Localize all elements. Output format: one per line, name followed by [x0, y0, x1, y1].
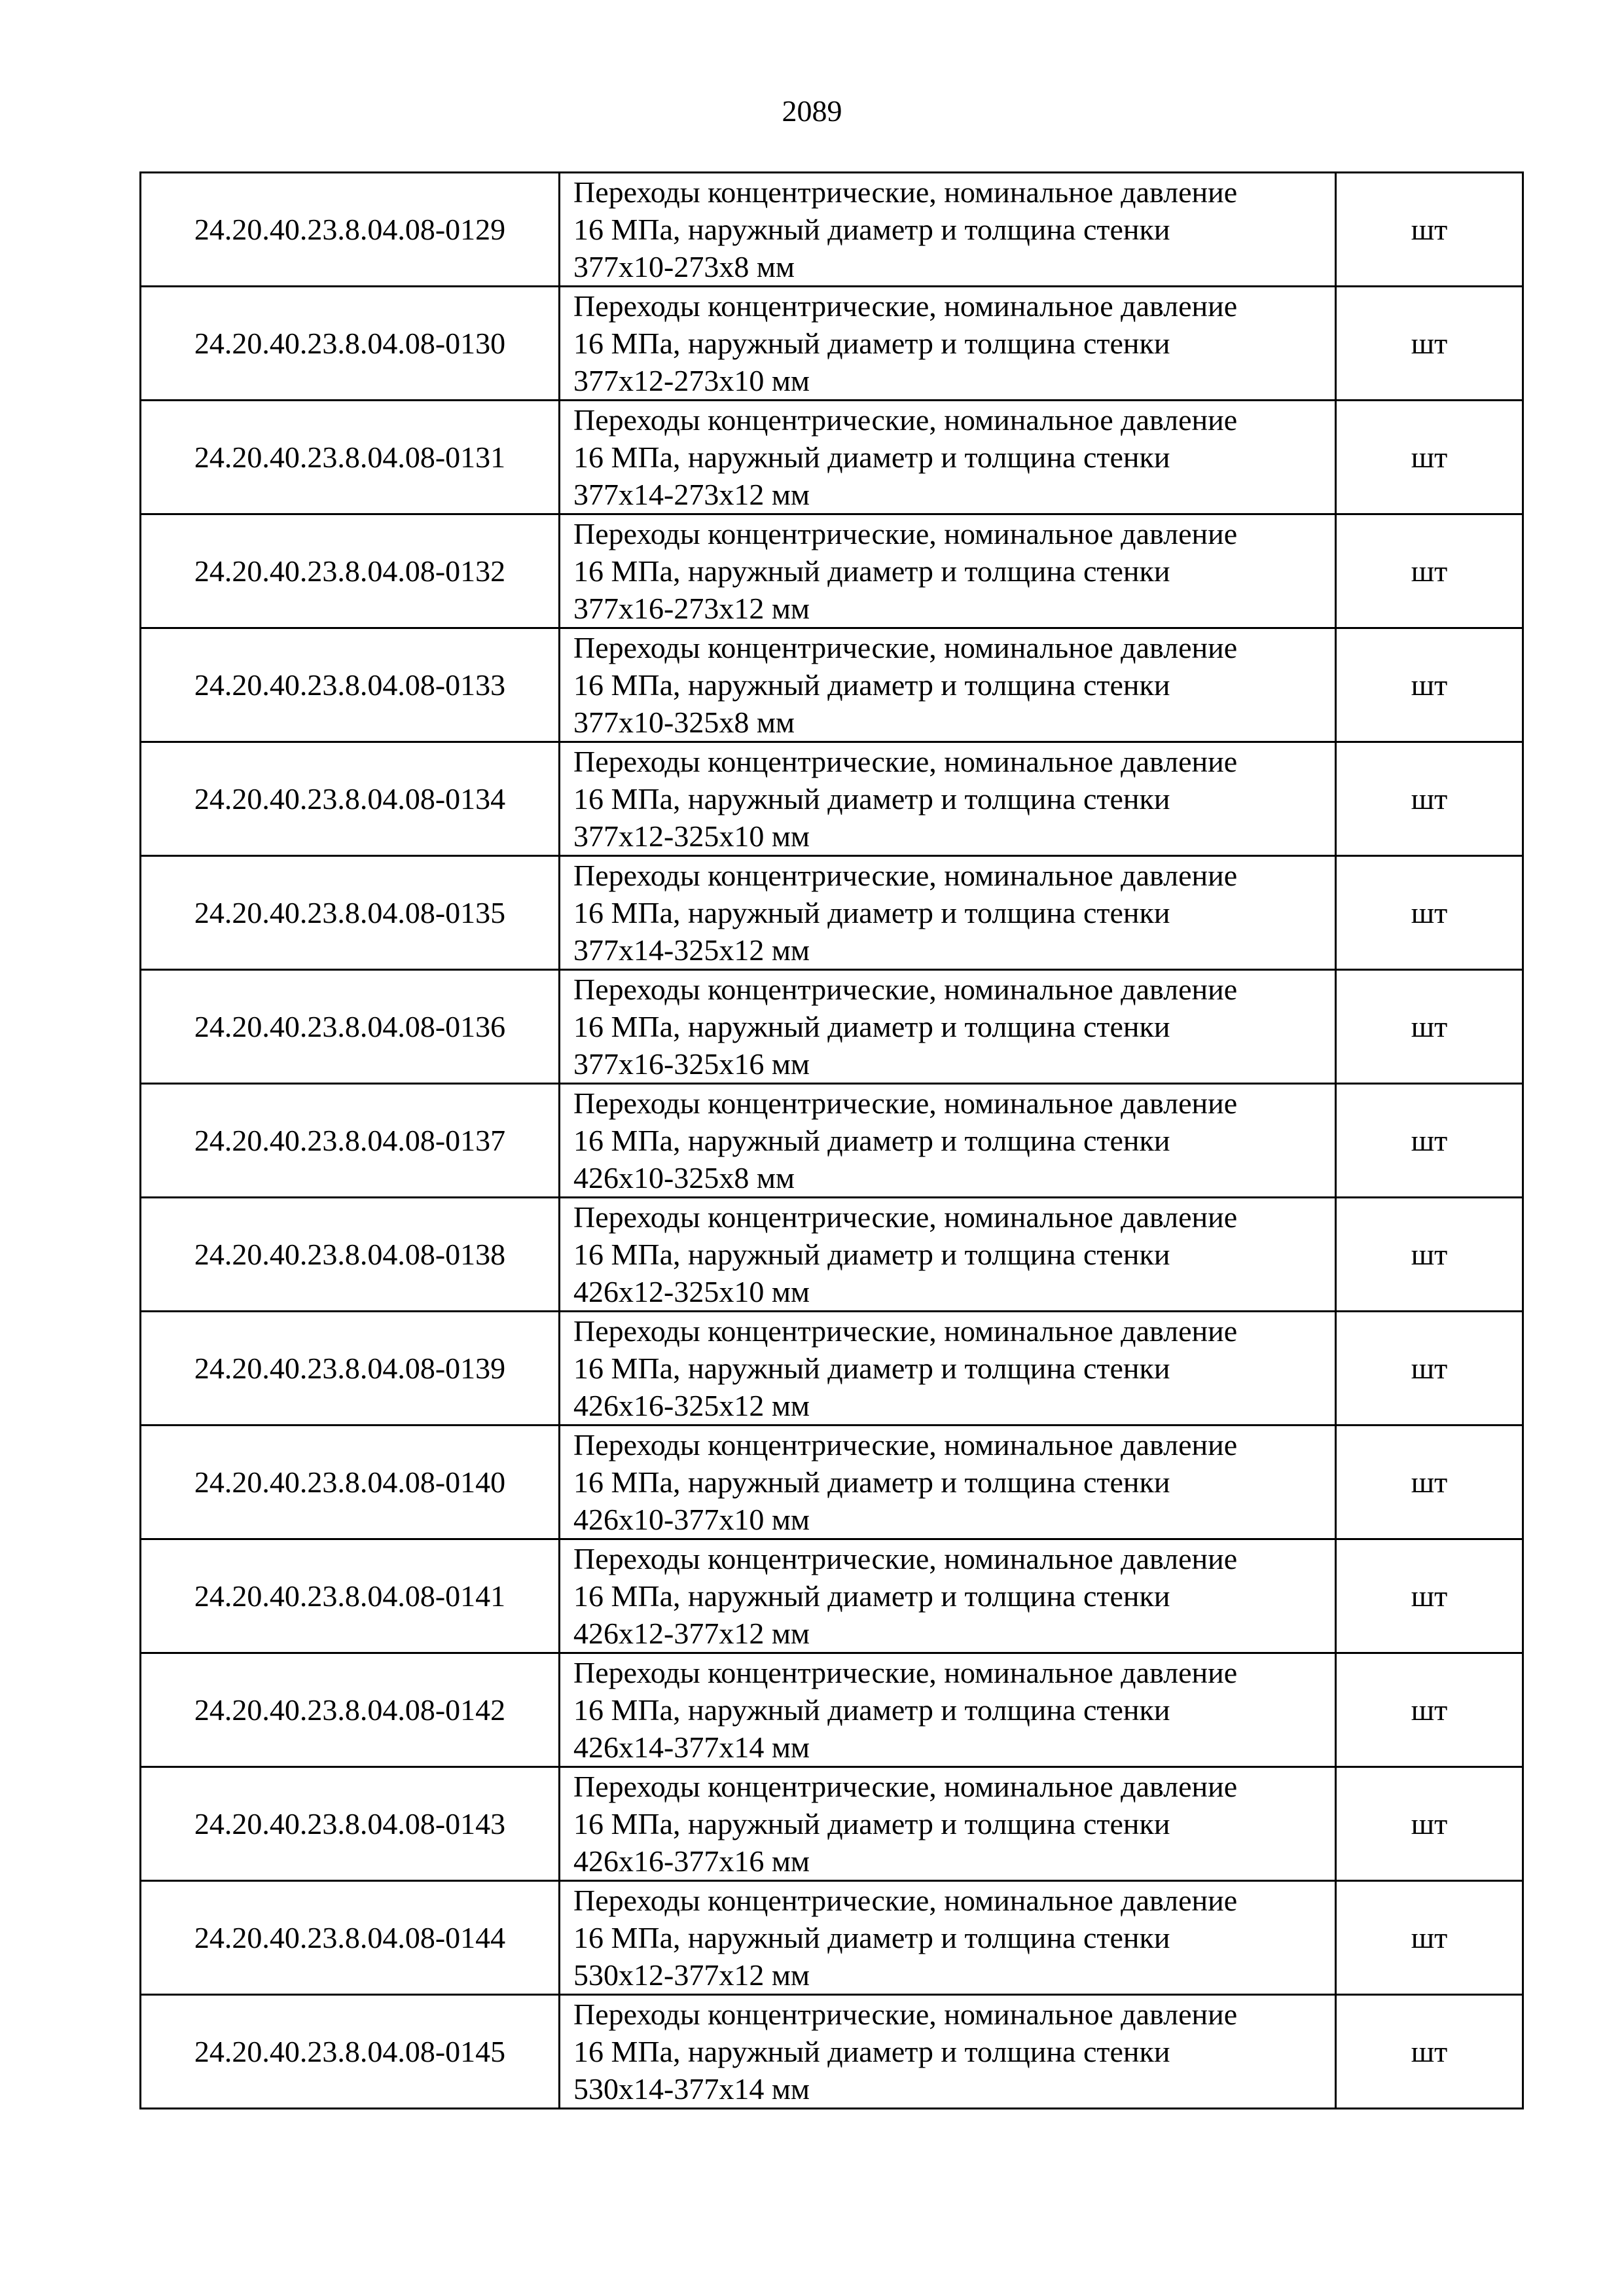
table-row: [141, 1881, 1523, 1995]
table-row: [141, 1084, 1523, 1198]
description-cell: [560, 173, 1336, 287]
description-line: 16 МПа, наружный диаметр и толщина стенки: [573, 668, 1170, 702]
resource-table: [139, 171, 1524, 2109]
description-line: 16 МПа, наружный диаметр и толщина стенки: [573, 896, 1170, 929]
resource-code-cell: 24.20.40.23.8.04.08-0133: [141, 628, 560, 742]
resource-code-cell: 24.20.40.23.8.04.08-0145: [141, 1995, 560, 2109]
description-line: Переходы концентрические, номинальное давление: [573, 1542, 1238, 1575]
unit-cell: шт: [1336, 856, 1523, 970]
description-line: Переходы концентрические, номинальное давление: [573, 517, 1238, 550]
table-row: [141, 1312, 1523, 1426]
table-row: [141, 1995, 1523, 2109]
table-row: [141, 970, 1523, 1084]
description-line: 377х14-325х12 мм: [573, 933, 810, 967]
unit-cell: шт: [1336, 401, 1523, 514]
unit-cell: шт: [1336, 1653, 1523, 1767]
page-number: 2089: [782, 94, 842, 128]
description-line: 16 МПа, наружный диаметр и толщина стенки: [573, 2035, 1170, 2068]
description-line: 16 МПа, наружный диаметр и толщина стенки: [573, 1010, 1170, 1043]
description-line: Переходы концентрические, номинальное давление: [573, 1086, 1238, 1120]
table-row: [141, 1767, 1523, 1881]
description-line: 16 МПа, наружный диаметр и толщина стенки: [573, 1352, 1170, 1385]
resource-code-cell: 24.20.40.23.8.04.08-0130: [141, 287, 560, 401]
table-row: [141, 173, 1523, 287]
table-row: [141, 1198, 1523, 1312]
description-line: 530х12-377х12 мм: [573, 1958, 810, 1992]
table-row: [141, 1653, 1523, 1767]
resource-code-cell: 24.20.40.23.8.04.08-0138: [141, 1198, 560, 1312]
description-line: 426х14-377х14 мм: [573, 1731, 810, 1764]
description-line: 377х12-273х10 мм: [573, 364, 810, 397]
description-line: 16 МПа, наружный диаметр и толщина стенки: [573, 1693, 1170, 1727]
description-cell: [560, 1084, 1336, 1198]
unit-cell: шт: [1336, 173, 1523, 287]
description-line: 16 МПа, наружный диаметр и толщина стенки: [573, 1238, 1170, 1271]
description-line: 16 МПа, наружный диаметр и толщина стенки: [573, 1807, 1170, 1840]
description-line: 530х14-377х14 мм: [573, 2072, 810, 2106]
description-line: 16 МПа, наружный диаметр и толщина стенки: [573, 782, 1170, 816]
description-line: 426х10-377х10 мм: [573, 1503, 810, 1536]
description-line: 377х10-273х8 мм: [573, 250, 795, 283]
description-line: Переходы концентрические, номинальное давление: [573, 1314, 1238, 1348]
table-row: [141, 628, 1523, 742]
description-cell: [560, 1995, 1336, 2109]
description-cell: [560, 1312, 1336, 1426]
description-line: 16 МПа, наружный диаметр и толщина стенки: [573, 440, 1170, 474]
description-line: 16 МПа, наружный диаметр и толщина стенки: [573, 1124, 1170, 1157]
unit-cell: шт: [1336, 628, 1523, 742]
description-line: 16 МПа, наружный диаметр и толщина стенки: [573, 554, 1170, 588]
description-line: Переходы концентрические, номинальное давление: [573, 175, 1238, 209]
description-line: 426х10-325х8 мм: [573, 1161, 795, 1194]
description-line: Переходы концентрические, номинальное давление: [573, 1998, 1238, 2031]
description-cell: [560, 401, 1336, 514]
unit-cell: шт: [1336, 1426, 1523, 1539]
description-cell: [560, 514, 1336, 628]
description-line: 377х10-325х8 мм: [573, 706, 795, 739]
resource-code-cell: 24.20.40.23.8.04.08-0134: [141, 742, 560, 856]
description-line: Переходы концентрические, номинальное давление: [573, 289, 1238, 323]
unit-cell: шт: [1336, 1198, 1523, 1312]
description-line: 16 МПа, наружный диаметр и толщина стенки: [573, 213, 1170, 246]
description-cell: [560, 856, 1336, 970]
resource-code-cell: 24.20.40.23.8.04.08-0135: [141, 856, 560, 970]
unit-cell: шт: [1336, 1539, 1523, 1653]
table-row: [141, 514, 1523, 628]
description-line: Переходы концентрические, номинальное давление: [573, 403, 1238, 437]
unit-cell: шт: [1336, 1767, 1523, 1881]
table-row: [141, 401, 1523, 514]
unit-cell: шт: [1336, 287, 1523, 401]
unit-cell: шт: [1336, 970, 1523, 1084]
unit-cell: шт: [1336, 1084, 1523, 1198]
table-row: [141, 742, 1523, 856]
description-line: Переходы концентрические, номинальное давление: [573, 1770, 1238, 1803]
description-line: 16 МПа, наружный диаметр и толщина стенки: [573, 1921, 1170, 1954]
resource-code-cell: 24.20.40.23.8.04.08-0143: [141, 1767, 560, 1881]
description-line: Переходы концентрические, номинальное давление: [573, 1200, 1238, 1234]
description-line: 426х12-377х12 мм: [573, 1617, 810, 1650]
description-cell: [560, 1539, 1336, 1653]
unit-cell: шт: [1336, 1312, 1523, 1426]
resource-code-cell: 24.20.40.23.8.04.08-0132: [141, 514, 560, 628]
description-line: 377х16-273х12 мм: [573, 592, 810, 625]
resource-code-cell: 24.20.40.23.8.04.08-0139: [141, 1312, 560, 1426]
table-row: [141, 856, 1523, 970]
unit-cell: шт: [1336, 514, 1523, 628]
description-line: 16 МПа, наружный диаметр и толщина стенки: [573, 1465, 1170, 1499]
resource-code-cell: 24.20.40.23.8.04.08-0129: [141, 173, 560, 287]
description-cell: [560, 970, 1336, 1084]
description-line: Переходы концентрические, номинальное давление: [573, 631, 1238, 664]
unit-cell: шт: [1336, 1881, 1523, 1995]
description-cell: [560, 742, 1336, 856]
table-body: [141, 173, 1523, 2109]
resource-code-cell: 24.20.40.23.8.04.08-0141: [141, 1539, 560, 1653]
unit-cell: шт: [1336, 1995, 1523, 2109]
description-line: 377х16-325х16 мм: [573, 1047, 810, 1081]
description-line: Переходы концентрические, номинальное давление: [573, 1884, 1238, 1917]
description-line: Переходы концентрические, номинальное давление: [573, 973, 1238, 1006]
description-cell: [560, 1426, 1336, 1539]
description-cell: [560, 1881, 1336, 1995]
description-line: Переходы концентрические, номинальное давление: [573, 1428, 1238, 1462]
unit-cell: шт: [1336, 742, 1523, 856]
description-line: 16 МПа, наружный диаметр и толщина стенки: [573, 327, 1170, 360]
description-line: 426х12-325х10 мм: [573, 1275, 810, 1308]
description-line: 426х16-377х16 мм: [573, 1844, 810, 1878]
resource-code-cell: 24.20.40.23.8.04.08-0137: [141, 1084, 560, 1198]
resource-code-cell: 24.20.40.23.8.04.08-0131: [141, 401, 560, 514]
table-row: [141, 1426, 1523, 1539]
resource-code-cell: 24.20.40.23.8.04.08-0144: [141, 1881, 560, 1995]
description-cell: [560, 1653, 1336, 1767]
description-line: Переходы концентрические, номинальное давление: [573, 1656, 1238, 1689]
description-cell: [560, 1198, 1336, 1312]
description-cell: [560, 628, 1336, 742]
description-line: 16 МПа, наружный диаметр и толщина стенки: [573, 1579, 1170, 1613]
description-line: Переходы концентрические, номинальное давление: [573, 745, 1238, 778]
table-row: [141, 1539, 1523, 1653]
description-line: 426х16-325х12 мм: [573, 1389, 810, 1422]
resource-code-cell: 24.20.40.23.8.04.08-0142: [141, 1653, 560, 1767]
resource-code-cell: 24.20.40.23.8.04.08-0136: [141, 970, 560, 1084]
description-line: 377х12-325х10 мм: [573, 819, 810, 853]
description-line: Переходы концентрические, номинальное давление: [573, 859, 1238, 892]
description-cell: [560, 1767, 1336, 1881]
description-line: 377х14-273х12 мм: [573, 478, 810, 511]
table-row: [141, 287, 1523, 401]
resource-code-cell: 24.20.40.23.8.04.08-0140: [141, 1426, 560, 1539]
description-cell: [560, 287, 1336, 401]
